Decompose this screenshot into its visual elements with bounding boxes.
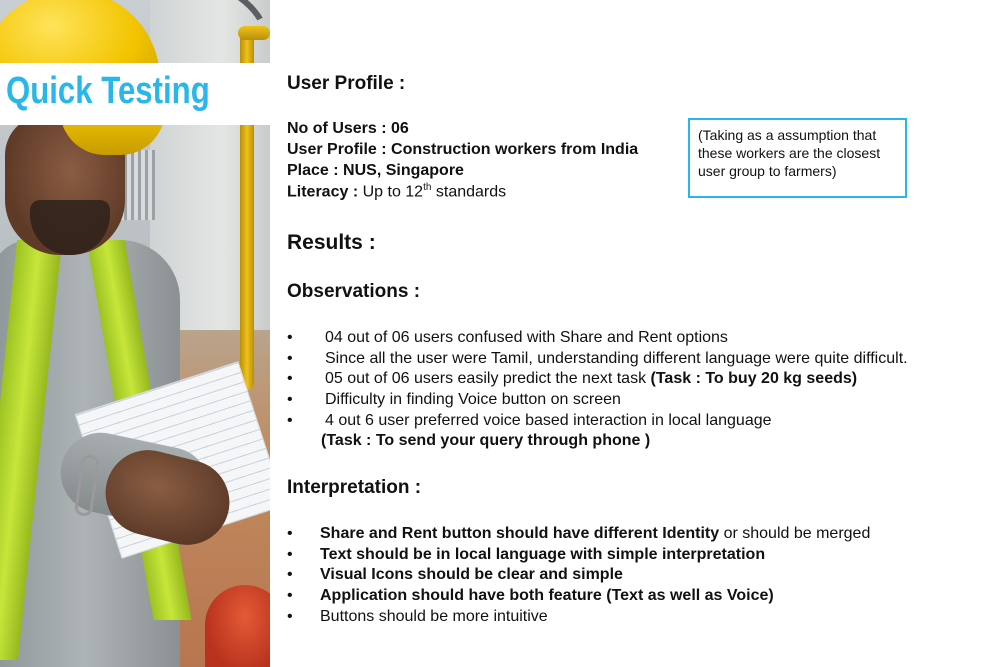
list-item [287, 524, 870, 545]
profile-label: User Profile : [287, 141, 392, 158]
bullet: • [287, 370, 293, 388]
interpretation-text: or should be merged [719, 525, 871, 542]
bullet: • [287, 329, 293, 346]
list-item [287, 586, 870, 607]
users-count-line [287, 120, 409, 138]
interpretation-heading: Interpretation : [287, 477, 422, 498]
observation-bold: (Task : To buy 20 kg seeds) [650, 370, 858, 388]
note-line-3: user group to farmers) [698, 163, 837, 179]
interpretation-text: Buttons should be more intuitive [320, 607, 548, 625]
list-item [287, 411, 908, 432]
place-line [287, 162, 464, 180]
list-item [287, 390, 908, 411]
literacy-value: Up to 12 [362, 183, 424, 201]
bullet: • [287, 391, 293, 409]
observations-heading: Observations : [287, 281, 421, 302]
results-heading: Results : [287, 231, 376, 254]
user-profile-heading: User Profile : [287, 73, 406, 94]
literacy-line [287, 182, 506, 201]
bullet: • [287, 411, 293, 429]
user-profile-line [287, 141, 638, 159]
interpretation-bold: Text should be in local language with simple interpretation [320, 545, 766, 563]
bullet: • [287, 349, 293, 367]
page-title: Quick Testing [6, 70, 210, 112]
bullet: • [287, 525, 293, 542]
bullet: • [287, 607, 293, 625]
list-item [287, 545, 870, 566]
bullet: • [287, 545, 293, 563]
interpretation-bold: Share and Rent button should have different Identity [320, 525, 720, 542]
bullet: • [287, 587, 293, 605]
literacy-suffix: standards [431, 183, 507, 201]
observation-text: 4 out 6 user preferred voice based interaction in local language [325, 411, 772, 429]
bullet: • [287, 566, 293, 584]
list-item [287, 328, 908, 349]
voice-task-note: (Task : To send your query through phone ) [321, 432, 651, 449]
observation-text: 05 out of 06 users easily predict the next task [325, 370, 651, 388]
literacy-sup: th [423, 182, 432, 193]
place-label: Place : [287, 162, 344, 179]
interpretation-bold: Visual Icons should be clear and simple [320, 566, 623, 584]
place-value: NUS, Singapore [343, 162, 464, 179]
red-barrel [205, 585, 270, 667]
profile-value: Construction workers from India [391, 141, 639, 158]
yellow-pipe-bend [238, 26, 270, 40]
assumption-note-box [688, 118, 907, 198]
observation-text: Difficulty in finding Voice button on screen [325, 391, 621, 409]
list-item [287, 607, 870, 628]
note-line-2: these workers are the closest [698, 145, 881, 161]
interpretation-list [287, 524, 870, 628]
users-label: No of Users : [287, 120, 392, 137]
list-item [287, 349, 908, 370]
note-line-1: (Taking as a assumption that [698, 127, 877, 143]
list-item [287, 565, 870, 586]
observations-list [287, 328, 908, 432]
users-value: 06 [391, 120, 409, 137]
observation-text: Since all the user were Tamil, understanding different language were quite difficult. [325, 349, 908, 367]
observation-text: 04 out of 06 users confused with Share and Rent options [325, 329, 728, 346]
interpretation-bold: Application should have both feature (Text as well as Voice) [320, 587, 774, 605]
list-item [287, 369, 908, 390]
literacy-label: Literacy : [287, 183, 363, 201]
